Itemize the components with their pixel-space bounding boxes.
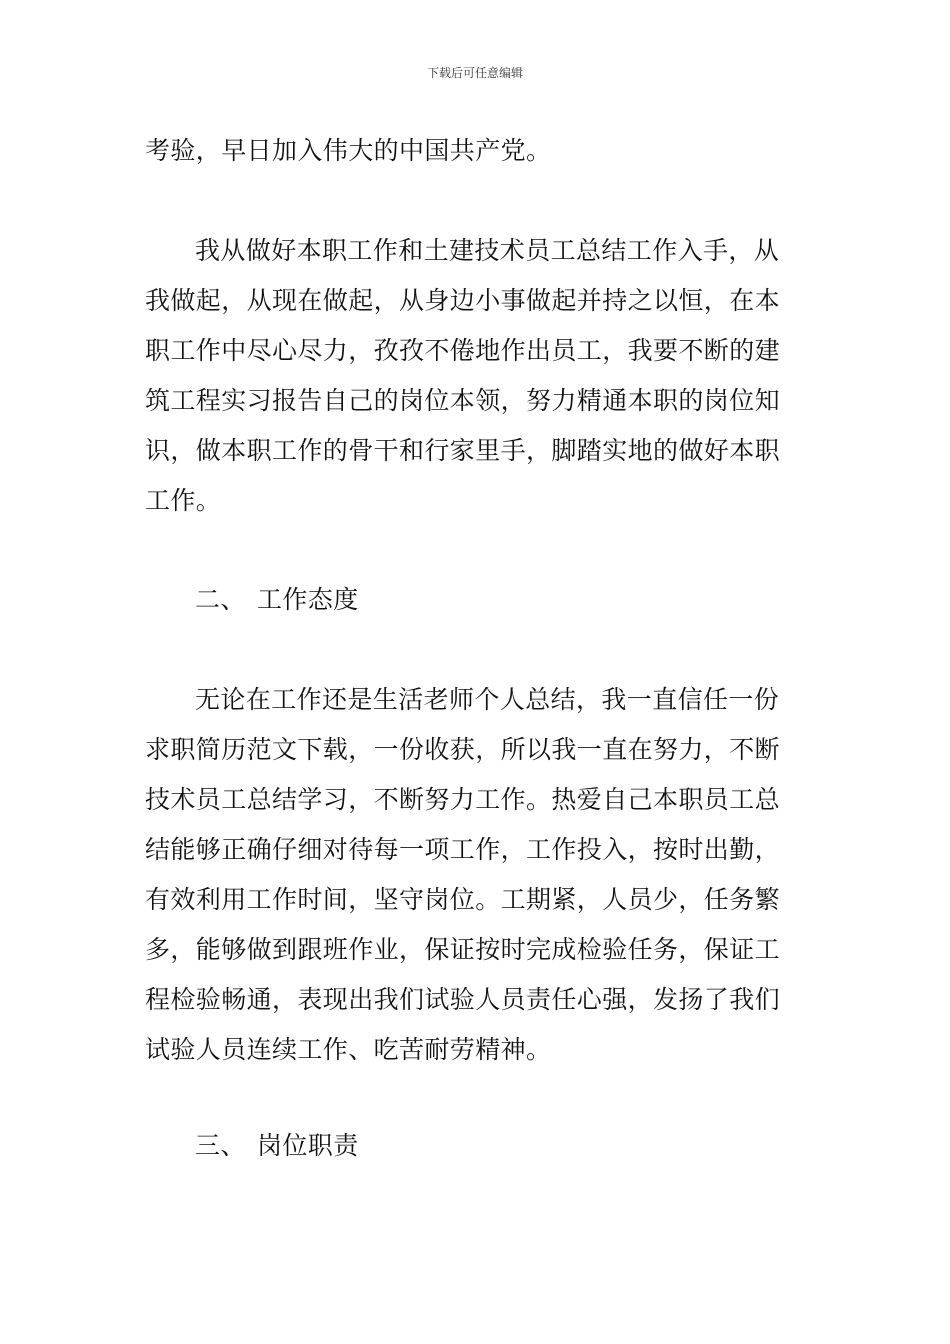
text-line: 求职简历范文下载，一份收获，所以我一直在努力，不断 (145, 735, 781, 764)
page-header: 下载后可任意编辑 (426, 66, 523, 80)
text-line: 结能够正确仔细对待每一项工作，工作投入，按时出勤， (145, 835, 781, 864)
section-heading (195, 585, 860, 615)
text-line: 无论在工作还是生活老师个人总结，我一直信任一份 (195, 685, 780, 714)
text-line: 有效利用工作时间，坚守岗位。工期紧，人员少，任务繁 (145, 885, 781, 914)
section-heading (195, 1131, 860, 1161)
section-title: 工作态度 (257, 585, 359, 614)
section-number: 二、 (195, 585, 246, 614)
text-line: 筑工程实习报告自己的岗位本领，努力精通本职的岗位知 (145, 386, 781, 415)
text-line: 我从做好本职工作和土建技术员工总结工作入手，从 (195, 236, 780, 265)
section-title: 岗位职责 (257, 1131, 359, 1160)
text-line: 技术员工总结学习，不断努力工作。热爱自己本职员工总 (145, 785, 781, 814)
text-line: 试验人员连续工作、吃苦耐劳精神。 (145, 1035, 552, 1064)
text-line: 我做起，从现在做起，从身边小事做起并持之以恒，在本 (145, 286, 781, 315)
text-line: 识，做本职工作的骨干和行家里手，脚踏实地的做好本职 (145, 436, 781, 465)
section-number: 三、 (195, 1131, 246, 1160)
text-line: 多，能够做到跟班作业，保证按时完成检验任务，保证工 (145, 935, 781, 964)
text-line: 工作。 (145, 486, 222, 515)
text-line: 程检验畅通，表现出我们试验人员责任心强，发扬了我们 (145, 985, 781, 1014)
text-line: 职工作中尽心尽力，孜孜不倦地作出员工，我要不断的建 (145, 336, 781, 365)
text-line: 考验，早日加入伟大的中国共产党。 (145, 136, 552, 165)
